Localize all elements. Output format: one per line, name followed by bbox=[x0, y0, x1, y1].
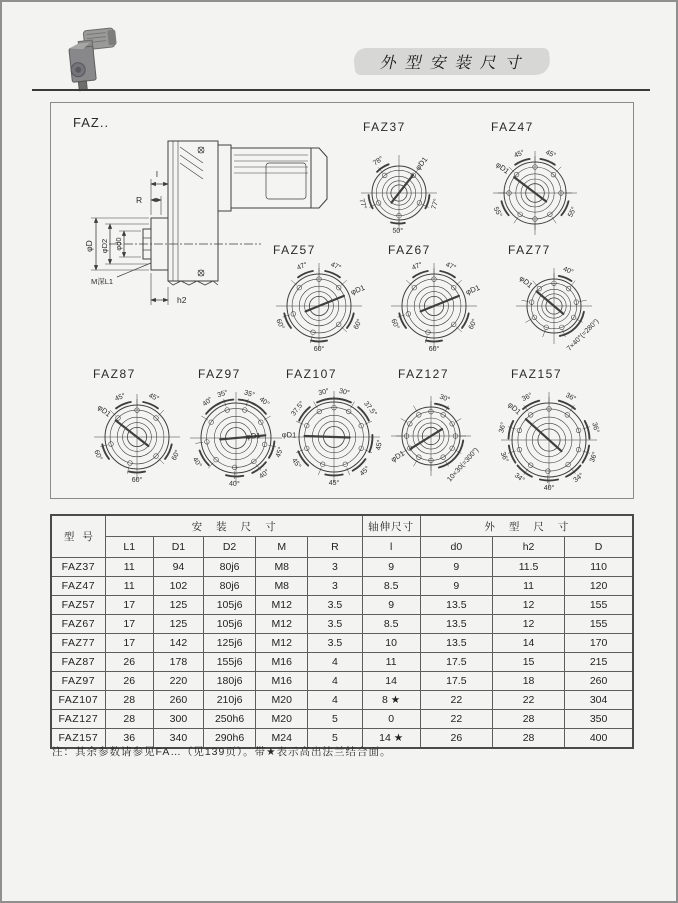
table-row bbox=[51, 634, 633, 653]
flange-diagram-FAZ127 bbox=[389, 367, 480, 483]
angle-label: 47° bbox=[296, 261, 309, 273]
dimension-table bbox=[50, 514, 634, 749]
value-cell: 22 bbox=[420, 710, 492, 729]
angle-label: 45° bbox=[375, 439, 385, 451]
gearmotor-photo bbox=[62, 24, 126, 92]
angle-label: 60° bbox=[274, 318, 286, 331]
table-section bbox=[50, 514, 634, 749]
value-cell: 142 bbox=[153, 634, 203, 653]
angle-label: 40° bbox=[258, 468, 271, 481]
dim-label-m-depth: M深L1 bbox=[91, 277, 114, 286]
flange-diagram-FAZ57 bbox=[273, 243, 366, 353]
col-header-d0: d0 bbox=[420, 537, 492, 558]
table-row bbox=[51, 691, 633, 710]
value-cell: 300 bbox=[153, 710, 203, 729]
angle-label: 45° bbox=[544, 149, 557, 160]
header-divider bbox=[32, 89, 650, 91]
model-cell: FAZ57 bbox=[51, 596, 105, 615]
angle-label: 35° bbox=[216, 389, 229, 400]
value-cell: 105j6 bbox=[203, 615, 255, 634]
value-cell: 9 bbox=[362, 596, 420, 615]
value-cell: 102 bbox=[153, 577, 203, 596]
value-cell: 3.5 bbox=[308, 634, 362, 653]
value-cell: M16 bbox=[256, 672, 308, 691]
angle-label: 34° bbox=[512, 472, 526, 485]
flange-label: FAZ87 bbox=[93, 367, 136, 381]
dim-label-phiD2: φD2 bbox=[100, 238, 109, 254]
model-cell: FAZ127 bbox=[51, 710, 105, 729]
angle-label: 36° bbox=[498, 421, 508, 434]
value-cell: 28 bbox=[492, 729, 564, 749]
value-cell: 178 bbox=[153, 653, 203, 672]
angle-label: 30° bbox=[317, 387, 330, 398]
col-header-D1: D1 bbox=[153, 537, 203, 558]
phi-d1-label: φD1 bbox=[389, 448, 407, 464]
value-cell: 400 bbox=[565, 729, 633, 749]
value-cell: M12 bbox=[256, 634, 308, 653]
flange-label: FAZ77 bbox=[508, 243, 551, 257]
value-cell: 26 bbox=[105, 653, 153, 672]
angle-label: 60° bbox=[131, 476, 143, 484]
angle-label: 60° bbox=[313, 345, 325, 353]
value-cell: 125j6 bbox=[203, 634, 255, 653]
value-cell: 9 bbox=[420, 558, 492, 577]
value-cell: 5 bbox=[308, 729, 362, 749]
angle-label: 40° bbox=[561, 265, 575, 277]
phi-d1-label: φD1 bbox=[464, 282, 482, 297]
dim-label-l: l bbox=[156, 169, 158, 179]
value-cell: 3 bbox=[308, 577, 362, 596]
angle-label: 50° bbox=[392, 227, 404, 236]
value-cell: 4 bbox=[308, 653, 362, 672]
model-cell: FAZ97 bbox=[51, 672, 105, 691]
angle-label: 60° bbox=[170, 449, 182, 462]
angle-label: 34° bbox=[572, 472, 586, 485]
value-cell: M24 bbox=[256, 729, 308, 749]
value-cell: 94 bbox=[153, 558, 203, 577]
value-cell: 210j6 bbox=[203, 691, 255, 710]
value-cell: 8.5 bbox=[362, 577, 420, 596]
value-cell: 304 bbox=[565, 691, 633, 710]
flange-label: FAZ97 bbox=[198, 367, 241, 381]
value-cell: 105j6 bbox=[203, 596, 255, 615]
table-row bbox=[51, 653, 633, 672]
value-cell: M20 bbox=[256, 691, 308, 710]
angle-label: 60° bbox=[352, 318, 364, 331]
value-cell: 80j6 bbox=[203, 577, 255, 596]
dim-label-R: R bbox=[136, 195, 143, 205]
value-cell: M8 bbox=[256, 558, 308, 577]
angle-label: 36° bbox=[498, 451, 510, 464]
flange-diagram-FAZ157 bbox=[497, 367, 601, 492]
phi-d1-label: φD1 bbox=[517, 273, 535, 290]
col-header-R: R bbox=[308, 537, 362, 558]
value-cell: 125 bbox=[153, 596, 203, 615]
flange-label: FAZ47 bbox=[491, 120, 534, 134]
value-cell: 26 bbox=[105, 672, 153, 691]
value-cell: M12 bbox=[256, 615, 308, 634]
col-header-L1: L1 bbox=[105, 537, 153, 558]
value-cell: 17 bbox=[105, 596, 153, 615]
value-cell: 3 bbox=[308, 558, 362, 577]
angle-label: 10×30(=300°) bbox=[446, 446, 481, 484]
phi-d1-label: φD1 bbox=[281, 430, 297, 440]
angle-label: 60° bbox=[428, 345, 440, 353]
model-cell: FAZ157 bbox=[51, 729, 105, 749]
value-cell: 4 bbox=[308, 672, 362, 691]
table-row bbox=[51, 710, 633, 729]
model-cell: FAZ67 bbox=[51, 615, 105, 634]
flange-views bbox=[92, 120, 601, 492]
flange-label: FAZ127 bbox=[398, 367, 450, 381]
angle-label: 45° bbox=[275, 446, 285, 459]
col-header-M: M bbox=[256, 537, 308, 558]
col-header-model: 型号 bbox=[51, 515, 105, 558]
flange-diagram-FAZ47 bbox=[491, 120, 578, 235]
value-cell: 22 bbox=[420, 691, 492, 710]
angle-label: 45° bbox=[114, 392, 127, 404]
value-cell: M12 bbox=[256, 596, 308, 615]
angle-label: 60° bbox=[467, 318, 479, 331]
dim-label-phid0: φd0 bbox=[114, 237, 123, 251]
value-cell: 110 bbox=[565, 558, 633, 577]
table-row bbox=[51, 672, 633, 691]
value-cell: 260 bbox=[565, 672, 633, 691]
value-cell: 215 bbox=[565, 653, 633, 672]
value-cell: 340 bbox=[153, 729, 203, 749]
phi-d1-label: φD1 bbox=[506, 400, 523, 417]
angle-label: 78° bbox=[372, 155, 385, 168]
flange-label: FAZ67 bbox=[388, 243, 431, 257]
angle-label: 47° bbox=[329, 261, 342, 273]
dim-label-h2: h2 bbox=[177, 295, 187, 305]
phi-d1-label: φD1 bbox=[349, 282, 367, 297]
value-cell: 11 bbox=[492, 577, 564, 596]
table-row bbox=[51, 596, 633, 615]
flange-label: FAZ157 bbox=[511, 367, 563, 381]
value-cell: 0 bbox=[362, 710, 420, 729]
value-cell: 28 bbox=[105, 691, 153, 710]
value-cell: 22 bbox=[492, 691, 564, 710]
flange-diagram-FAZ67 bbox=[388, 243, 481, 353]
model-cell: FAZ87 bbox=[51, 653, 105, 672]
value-cell: 3.5 bbox=[308, 596, 362, 615]
value-cell: 11 bbox=[105, 577, 153, 596]
col-header-l: l bbox=[362, 537, 420, 558]
value-cell: 250h6 bbox=[203, 710, 255, 729]
value-cell: 12 bbox=[492, 596, 564, 615]
angle-label: 77° bbox=[357, 198, 368, 211]
angle-label: 77° bbox=[430, 198, 441, 211]
phi-d1-label: φD1 bbox=[494, 159, 512, 176]
value-cell: 10 bbox=[362, 634, 420, 653]
value-cell: 36 bbox=[105, 729, 153, 749]
dim-label-phiD: φD bbox=[84, 240, 94, 252]
value-cell: 14 ★ bbox=[362, 729, 420, 749]
value-cell: 14 bbox=[492, 634, 564, 653]
angle-label: 45° bbox=[290, 457, 302, 470]
value-cell: 125 bbox=[153, 615, 203, 634]
col-header-h2: h2 bbox=[492, 537, 564, 558]
value-cell: 12 bbox=[492, 615, 564, 634]
angle-label: 36° bbox=[590, 421, 600, 434]
value-cell: 17.5 bbox=[420, 653, 492, 672]
phi-d1-label: φD1 bbox=[245, 430, 261, 442]
col-group-outline: 外型尺寸 bbox=[420, 515, 633, 537]
value-cell: 9 bbox=[362, 558, 420, 577]
value-cell: 13.5 bbox=[420, 596, 492, 615]
value-cell: 11.5 bbox=[492, 558, 564, 577]
flange-label: FAZ37 bbox=[363, 120, 406, 134]
value-cell: 18 bbox=[492, 672, 564, 691]
angle-label: 55° bbox=[567, 205, 579, 219]
model-cell: FAZ107 bbox=[51, 691, 105, 710]
flange-diagram-FAZ107 bbox=[282, 367, 384, 487]
angle-label: 30° bbox=[438, 393, 451, 404]
value-cell: 170 bbox=[565, 634, 633, 653]
angle-label: 45° bbox=[358, 465, 372, 478]
flange-diagram-FAZ87 bbox=[92, 367, 182, 484]
angle-label: 40° bbox=[543, 484, 555, 492]
angle-label: 30° bbox=[338, 387, 351, 398]
value-cell: 5 bbox=[308, 710, 362, 729]
angle-label: 40° bbox=[257, 396, 271, 409]
angle-label: 40° bbox=[201, 396, 215, 409]
value-cell: 155 bbox=[565, 615, 633, 634]
table-row bbox=[51, 558, 633, 577]
table-row bbox=[51, 615, 633, 634]
angle-label: 55° bbox=[491, 205, 503, 219]
main-drawing bbox=[84, 141, 327, 305]
angle-label: 36° bbox=[588, 451, 600, 464]
value-cell: 17.5 bbox=[420, 672, 492, 691]
value-cell: 9 bbox=[420, 577, 492, 596]
angle-label: 47° bbox=[411, 261, 424, 273]
value-cell: 80j6 bbox=[203, 558, 255, 577]
value-cell: 290h6 bbox=[203, 729, 255, 749]
value-cell: 11 bbox=[362, 653, 420, 672]
angle-label: 37.5° bbox=[362, 400, 378, 418]
angle-label: 40° bbox=[190, 456, 203, 469]
angle-label: 36° bbox=[564, 391, 577, 404]
phi-d1-label: φD1 bbox=[95, 402, 113, 419]
value-cell: 180j6 bbox=[203, 672, 255, 691]
value-cell: 28 bbox=[105, 710, 153, 729]
angle-label: 60° bbox=[92, 449, 104, 462]
value-cell: 8 ★ bbox=[362, 691, 420, 710]
flange-label: FAZ107 bbox=[286, 367, 338, 381]
table-row bbox=[51, 577, 633, 596]
value-cell: 350 bbox=[565, 710, 633, 729]
value-cell: M8 bbox=[256, 577, 308, 596]
value-cell: 4 bbox=[308, 691, 362, 710]
model-cell: FAZ47 bbox=[51, 577, 105, 596]
page-title: 外型安装尺寸 bbox=[379, 55, 533, 72]
value-cell: 14 bbox=[362, 672, 420, 691]
angle-label: 40° bbox=[228, 480, 240, 489]
flange-diagram-FAZ97 bbox=[190, 367, 285, 488]
value-cell: 3.5 bbox=[308, 615, 362, 634]
dimension-diagrams bbox=[51, 103, 633, 498]
value-cell: 8.5 bbox=[362, 615, 420, 634]
value-cell: 155 bbox=[565, 596, 633, 615]
value-cell: 11 bbox=[105, 558, 153, 577]
value-cell: 17 bbox=[105, 634, 153, 653]
angle-label: 60° bbox=[389, 318, 401, 331]
value-cell: 28 bbox=[492, 710, 564, 729]
value-cell: M20 bbox=[256, 710, 308, 729]
col-group-shaft: 轴伸尺寸 bbox=[362, 515, 420, 537]
series-label: FAZ.. bbox=[73, 115, 110, 130]
col-header-D2: D2 bbox=[203, 537, 255, 558]
model-cell: FAZ37 bbox=[51, 558, 105, 577]
flange-label: FAZ57 bbox=[273, 243, 316, 257]
angle-label: 47° bbox=[444, 261, 457, 273]
angle-label: 36° bbox=[521, 391, 534, 404]
footnote: 注：其余参数请参见FA…（见139页）。带★表示高出法兰结合面。 bbox=[52, 746, 392, 758]
value-cell: 17 bbox=[105, 615, 153, 634]
flange-diagram-FAZ37 bbox=[357, 120, 440, 235]
col-group-install: 安装尺寸 bbox=[105, 515, 362, 537]
angle-label: 45° bbox=[513, 149, 526, 160]
col-header-D: D bbox=[565, 537, 633, 558]
value-cell: 220 bbox=[153, 672, 203, 691]
value-cell: 155j6 bbox=[203, 653, 255, 672]
angle-label: 7×40°(=280°) bbox=[565, 317, 601, 353]
angle-label: 37.5° bbox=[290, 400, 306, 418]
title-banner bbox=[353, 48, 552, 75]
angle-label: 45° bbox=[147, 392, 160, 404]
value-cell: 26 bbox=[420, 729, 492, 749]
value-cell: 13.5 bbox=[420, 615, 492, 634]
value-cell: 120 bbox=[565, 577, 633, 596]
angle-label: 45° bbox=[328, 479, 340, 487]
value-cell: M16 bbox=[256, 653, 308, 672]
value-cell: 13.5 bbox=[420, 634, 492, 653]
phi-d1-label: φD1 bbox=[413, 155, 430, 172]
flange-diagram-FAZ77 bbox=[508, 243, 600, 352]
angle-label: 35° bbox=[243, 389, 256, 400]
value-cell: 15 bbox=[492, 653, 564, 672]
value-cell: 260 bbox=[153, 691, 203, 710]
diagram-panel bbox=[50, 102, 634, 499]
model-cell: FAZ77 bbox=[51, 634, 105, 653]
